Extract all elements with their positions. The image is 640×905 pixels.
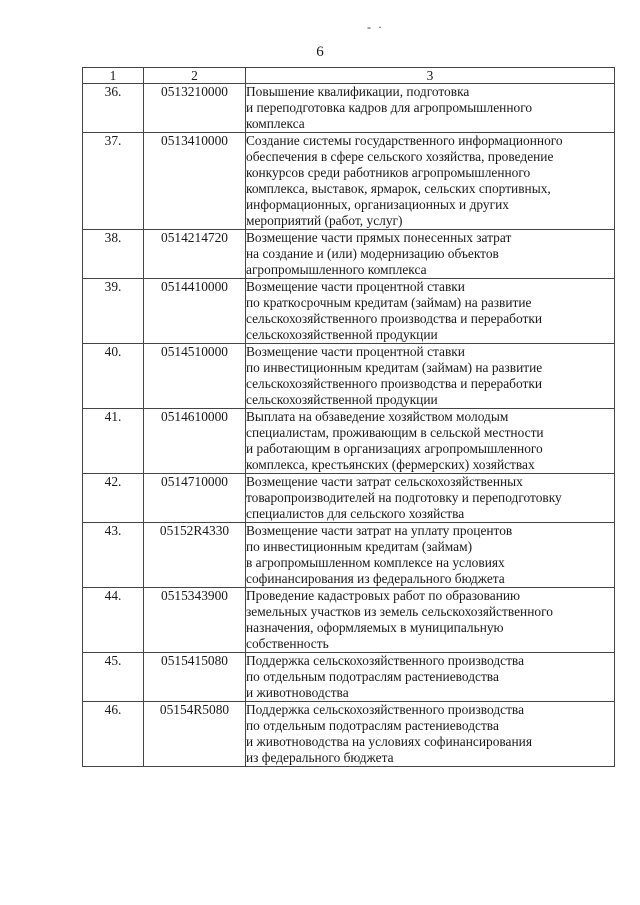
budget-codes-table xyxy=(82,67,615,767)
row-number: 44. xyxy=(83,588,144,653)
table-row xyxy=(83,474,615,523)
description-line: и животноводства xyxy=(246,685,349,700)
description-line: Возмещение части процентной ставки xyxy=(246,344,465,359)
description-line: по краткосрочным кредитам (займам) на развитие xyxy=(246,295,532,310)
description-line: Поддержка сельскохозяйственного производства xyxy=(246,653,525,668)
row-description xyxy=(246,588,615,653)
budget-code: 0515343900 xyxy=(144,588,246,653)
description-line: Повышение квалификации, подготовка xyxy=(246,84,470,99)
table-header-row xyxy=(83,68,615,84)
page-number: 6 xyxy=(316,44,324,60)
row-description xyxy=(246,344,615,409)
budget-code: 0514510000 xyxy=(144,344,246,409)
description-line: на создание и (или) модернизацию объектов xyxy=(246,246,499,261)
budget-code: 0513210000 xyxy=(144,84,246,133)
row-description xyxy=(246,409,615,474)
description-line: собственность xyxy=(246,636,329,651)
description-line: информационных, организационных и других xyxy=(246,197,509,212)
row-description xyxy=(246,523,615,588)
table-row xyxy=(83,409,615,474)
description-line: по отдельным подотраслям растениеводства xyxy=(246,669,499,684)
table-row xyxy=(83,133,615,230)
description-line: Возмещение части затрат на уплату процентов xyxy=(246,523,513,538)
budget-code: 0513410000 xyxy=(144,133,246,230)
description-line: обеспечения в сфере сельского хозяйства, проведение xyxy=(246,149,554,164)
description-line: Выплата на обзаведение хозяйством молодым xyxy=(246,409,509,424)
row-number: 38. xyxy=(83,230,144,279)
description-line: Поддержка сельскохозяйственного производства xyxy=(246,702,525,717)
description-line: и животноводства на условиях софинансирования xyxy=(246,734,532,749)
description-line: сельскохозяйственного производства и переработки xyxy=(246,311,543,326)
budget-code: 05152R4330 xyxy=(144,523,246,588)
table-row xyxy=(83,84,615,133)
description-line: Создание системы государственного информационного xyxy=(246,133,563,148)
description-line: и работающим в организациях агропромышленного xyxy=(246,441,543,456)
table-row xyxy=(83,702,615,767)
table-row xyxy=(83,279,615,344)
description-line: по отдельным подотраслям растениеводства xyxy=(246,718,499,733)
table-row xyxy=(83,344,615,409)
budget-code: 05154R5080 xyxy=(144,702,246,767)
row-description xyxy=(246,702,615,767)
row-number: 43. xyxy=(83,523,144,588)
budget-code: 0514610000 xyxy=(144,409,246,474)
row-description xyxy=(246,279,615,344)
description-line: сельскохозяйственной продукции xyxy=(246,392,438,407)
description-line: Возмещение части прямых понесенных затрат xyxy=(246,230,512,245)
column-header-code: 2 xyxy=(144,68,246,84)
description-line: Возмещение части затрат сельскохозяйственных xyxy=(246,474,523,489)
description-line: софинансирования из федерального бюджета xyxy=(246,571,505,586)
column-header-number: 1 xyxy=(83,68,144,84)
description-line: по инвестиционным кредитам (займам) на развитие xyxy=(246,360,543,375)
table-row xyxy=(83,523,615,588)
table-row xyxy=(83,588,615,653)
description-line: Проведение кадастровых работ по образованию xyxy=(246,588,521,603)
description-line: назначения, оформляемых в муниципальную xyxy=(246,620,504,635)
description-line: агропромышленного комплекса xyxy=(246,262,427,277)
row-number: 46. xyxy=(83,702,144,767)
description-line: сельскохозяйственного производства и переработки xyxy=(246,376,543,391)
table-row xyxy=(83,653,615,702)
description-line: конкурсов среди работников агропромышленного xyxy=(246,165,531,180)
row-number: 45. xyxy=(83,653,144,702)
description-line: комплекса, крестьянских (фермерских) хозяйствах xyxy=(246,457,535,472)
row-description xyxy=(246,133,615,230)
scan-marks: - · xyxy=(367,20,384,34)
description-line: специалистов для сельского хозяйства xyxy=(246,506,465,521)
description-line: товаропроизводителей на подготовку и переподготовку xyxy=(246,490,562,505)
description-line: по инвестиционным кредитам (займам) xyxy=(246,539,473,554)
row-number: 37. xyxy=(83,133,144,230)
description-line: сельскохозяйственной продукции xyxy=(246,327,438,342)
row-number: 40. xyxy=(83,344,144,409)
description-line: комплекса, выставок, ярмарок, сельских спортивных, xyxy=(246,181,551,196)
row-number: 36. xyxy=(83,84,144,133)
description-line: специалистам, проживающим в сельской местности xyxy=(246,425,544,440)
description-line: комплекса xyxy=(246,116,305,131)
budget-code: 0514214720 xyxy=(144,230,246,279)
description-line: земельных участков из земель сельскохозяйственного xyxy=(246,604,553,619)
description-line: из федерального бюджета xyxy=(246,750,394,765)
column-header-description: 3 xyxy=(246,68,615,84)
description-line: мероприятий (работ, услуг) xyxy=(246,213,403,228)
table-row xyxy=(83,230,615,279)
row-description xyxy=(246,230,615,279)
row-description xyxy=(246,84,615,133)
budget-code: 0514410000 xyxy=(144,279,246,344)
row-number: 41. xyxy=(83,409,144,474)
description-line: Возмещение части процентной ставки xyxy=(246,279,465,294)
description-line: в агропромышленном комплексе на условиях xyxy=(246,555,505,570)
row-description xyxy=(246,474,615,523)
budget-code: 0515415080 xyxy=(144,653,246,702)
row-description xyxy=(246,653,615,702)
row-number: 42. xyxy=(83,474,144,523)
row-number: 39. xyxy=(83,279,144,344)
description-line: и переподготовка кадров для агропромышленного xyxy=(246,100,533,115)
budget-code: 0514710000 xyxy=(144,474,246,523)
